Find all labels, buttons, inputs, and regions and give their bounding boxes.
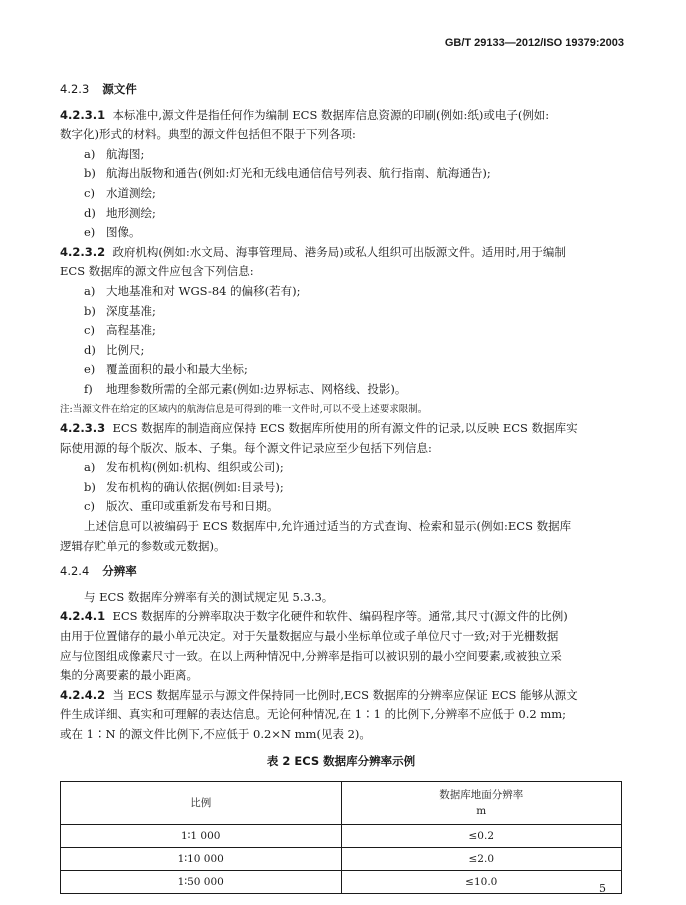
clause-line: 或在 1∶N 的源文件比例下,不应低于 0.2×N mm(见表 2)。 — [60, 727, 371, 741]
list-marker: a) — [84, 283, 96, 298]
list-text: 比例尺; — [106, 342, 145, 357]
clause-line: 应与位图组成像素尺寸一致。在以上两种情况中,分辨率是指可以被识别的最小空间要素,或被独立采 — [60, 648, 562, 663]
clause-number: 4.2.3.2 — [60, 244, 106, 259]
list-text: 图像。 — [106, 225, 141, 240]
list-item — [60, 321, 622, 341]
list-text: 地形测绘; — [106, 205, 156, 220]
list-text: 发布机构(例如:机构、组织或公司); — [106, 460, 284, 475]
clause-line: 由用于位置储存的最小单元决定。对于矢量数据应与最小坐标单位或子单位尺寸一致;对于光栅数据 — [60, 629, 559, 644]
standard-header: GB/T 29133—2012/ISO 19379:2003 — [444, 37, 624, 49]
section-intro: 与 ECS 数据库分辨率有关的测试规定见 5.3.3。 — [84, 589, 334, 604]
clause-text: 当 ECS 数据库显示与源文件保持同一比例时,ECS 数据库的分辨率应保证 ECS 能够从源文 — [112, 687, 578, 702]
header-unit: m — [476, 804, 487, 817]
list-item — [60, 164, 622, 184]
list-text: 覆盖面积的最小和最大坐标; — [106, 362, 248, 377]
section-heading-4-2-3 — [60, 80, 622, 100]
list-text: 深度基准; — [106, 303, 156, 318]
clause-number: 4.2.4.2 — [60, 687, 106, 702]
table-header-resolution — [341, 781, 622, 824]
clause-4-2-3-2-line-2: ECS 数据库的源文件应包含下列信息: — [60, 264, 254, 279]
clause-4-2-4-2-line-1 — [60, 686, 622, 706]
list-item — [60, 184, 622, 204]
list-marker: a) — [84, 460, 96, 475]
clause-number: 4.2.4.1 — [60, 609, 106, 624]
list-item — [60, 360, 622, 380]
list-text: 发布机构的确认依据(例如:目录号); — [106, 479, 284, 494]
clause-text: ECS 数据库的制造商应保持 ECS 数据库所使用的所有源文件的记录,以反映 ECS 数据库实 — [112, 421, 578, 436]
clause-4-2-4-1-line-1 — [60, 607, 622, 627]
list-marker: c) — [84, 499, 95, 514]
clause-4-2-3-3-line-2: 际使用源的每个版次、版本、子集。每个源文件记录应至少包括下列信息: — [60, 440, 432, 455]
resolution-cell: ≤10.0 — [341, 870, 622, 893]
list-marker: e) — [84, 362, 96, 377]
clause-number: 4.2.3.1 — [60, 107, 106, 122]
list-item — [60, 478, 622, 498]
table-row — [61, 870, 622, 893]
list-text: 高程基准; — [106, 323, 156, 338]
table-row — [61, 824, 622, 847]
section-number: 4.2.3 — [60, 82, 90, 96]
scale-cell: 1∶10 000 — [61, 847, 342, 870]
section-title: 源文件 — [102, 82, 137, 96]
list-marker: b) — [84, 303, 96, 318]
resolution-cell: ≤2.0 — [341, 847, 622, 870]
list-item — [60, 223, 622, 243]
clause-line: 件生成详细、真实和可理解的表达信息。无论何种情况,在 1∶1 的比例下,分辨率不应低于 0.2 mm; — [60, 707, 567, 722]
resolution-table — [60, 781, 622, 894]
paragraph-line: 上述信息可以被编码于 ECS 数据库中,允许通过适当的方式查询、检索和显示(例如:ECS 数据库 — [84, 519, 572, 534]
list-marker: c) — [84, 185, 95, 200]
page-number: 5 — [599, 882, 606, 895]
list-text: 航海图; — [106, 146, 145, 161]
clause-4-2-3-1-line-1 — [60, 106, 622, 126]
list-item — [60, 458, 622, 478]
resolution-cell: ≤0.2 — [341, 824, 622, 847]
clause-text: 政府机构(例如:水文局、海事管理局、港务局)或私人组织可出版源文件。适用时,用于编制 — [112, 244, 566, 259]
list-item — [60, 302, 622, 322]
list-item — [60, 497, 622, 517]
table-header-scale — [61, 781, 342, 824]
clause-line: 集的分离要素的最小距离。 — [60, 668, 198, 683]
paragraph-line: 逻辑存贮单元的参数或元数据)。 — [60, 538, 226, 553]
clause-text: ECS 数据库的分辨率取决于数字化硬件和软件、编码程序等。通常,其尺寸(源文件的比例) — [112, 609, 568, 624]
list-text: 航海出版物和通告(例如:灯光和无线电通信信号列表、航行指南、航海通告); — [106, 166, 491, 181]
clause-4-2-3-3-line-1 — [60, 419, 622, 439]
list-text: 水道测绘; — [106, 185, 156, 200]
list-item — [60, 145, 622, 165]
clause-number: 4.2.3.3 — [60, 421, 106, 436]
note: 注:当源文件在给定的区域内的航海信息是可得到的唯一文件时,可以不受上述要求限制。 — [60, 403, 428, 415]
list-item — [60, 282, 622, 302]
list-text: 地理参数所需的全部元素(例如:边界标志、网格线、投影)。 — [106, 381, 407, 396]
list-item — [60, 204, 622, 224]
list-marker: f) — [84, 381, 93, 396]
list-text: 大地基准和对 WGS-84 的偏移(若有); — [106, 283, 301, 298]
list-marker: b) — [84, 479, 96, 494]
section-title: 分辨率 — [102, 564, 137, 579]
list-marker: a) — [84, 146, 96, 161]
scale-cell: 1∶50 000 — [61, 870, 342, 893]
header-label: 数据库地面分辨率 — [439, 788, 524, 801]
section-number: 4.2.4 — [60, 564, 90, 579]
document-body — [60, 80, 622, 894]
table-caption: 表 2 ECS 数据库分辨率示例 — [266, 753, 416, 768]
list-marker: d) — [84, 342, 96, 357]
clause-text: 本标准中,源文件是指任何作为编制 ECS 数据库信息资源的印刷(例如:纸)或电子(例如: — [112, 107, 550, 122]
section-heading-4-2-4 — [60, 562, 622, 582]
header-label: 比例 — [190, 796, 212, 809]
clause-4-2-3-1-line-2: 数字化)形式的材料。典型的源文件包括但不限于下列各项: — [60, 127, 356, 142]
clause-4-2-3-2-line-1 — [60, 243, 622, 263]
list-marker: b) — [84, 166, 96, 181]
list-item — [60, 341, 622, 361]
scale-cell: 1∶1 000 — [61, 824, 342, 847]
list-text: 版次、重印或重新发布号和日期。 — [106, 499, 279, 514]
table-row — [61, 847, 622, 870]
list-marker: e) — [84, 225, 96, 240]
list-marker: d) — [84, 205, 96, 220]
list-item — [60, 380, 622, 400]
list-marker: c) — [84, 323, 95, 338]
